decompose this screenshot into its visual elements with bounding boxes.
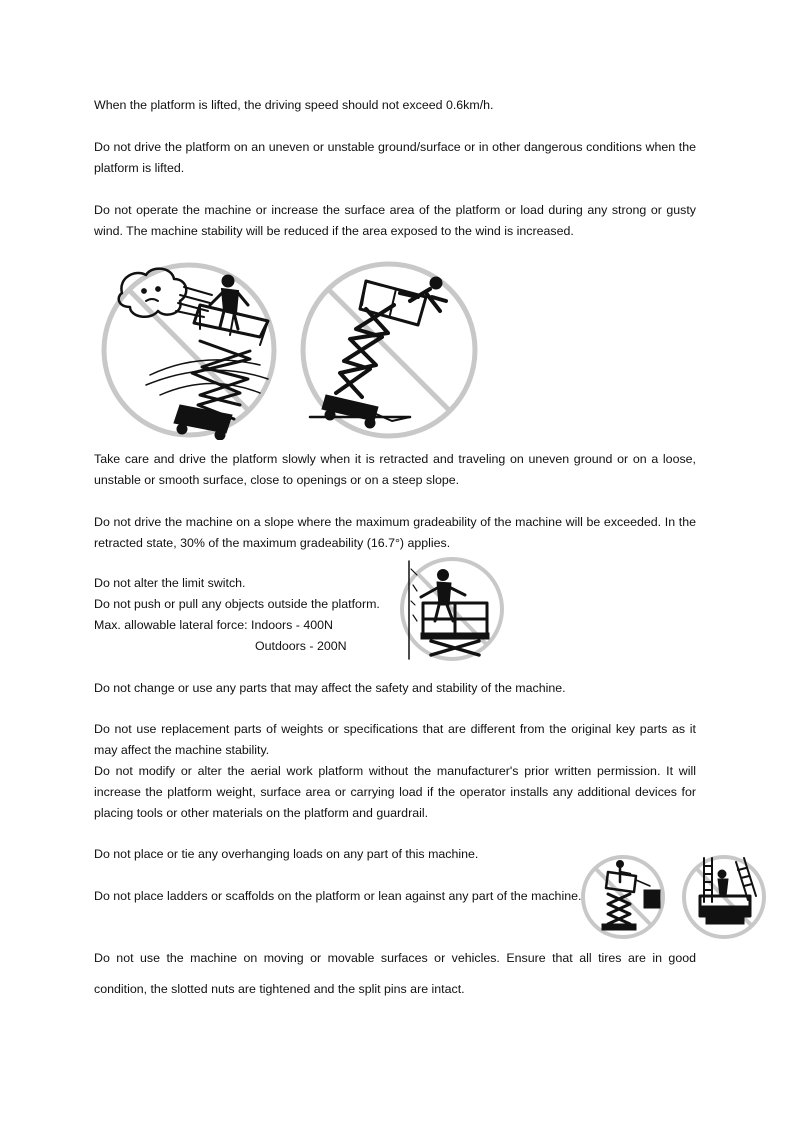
paragraph-driving-speed: When the platform is lifted, the driving speed should not exceed 0.6km/h. (94, 98, 494, 112)
paragraph-overhanging-loads: Do not place or tie any overhanging loads on any part of this machine. (94, 847, 479, 861)
no-elevated-on-slope-icon (300, 257, 482, 442)
paragraph-ladders: Do not place ladders or scaffolds on the platform or lean against any part of the machine. (94, 889, 582, 903)
no-ladders-on-platform-icon (680, 852, 770, 942)
paragraph-replacement-parts: Do not use replacement parts of weights or specifications that are different from the original key parts as it may affect the machine stability. (94, 722, 696, 757)
text-lateral-force-indoors: Max. allowable lateral force: Indoors - 400N (94, 618, 333, 632)
no-operation-in-wind-icon (100, 255, 280, 440)
paragraph-wind: Do not operate the machine or increase the surface area of the platform or load during any strong or gusty wind. The machine stability will be reduced if the area exposed to the wind is increased. (94, 203, 696, 238)
no-overhanging-loads-icon (580, 852, 668, 942)
no-pushing-objects-icon (395, 555, 507, 663)
paragraph-moving-surfaces: Do not use the machine on moving or movable surfaces or vehicles. Ensure that all tires are in good condition, the slotted nuts are tightened and the split pins are intact. (94, 951, 696, 996)
paragraph-modification: Do not modify or alter the aerial work platform without the manufacturer's prior written permission. It will increase the platform weight, surface area or carrying load if the operator installs any additional devices for placing tools or other materials on the platform and guardrail. (94, 764, 696, 820)
text-lateral-force-outdoors: Outdoors - 200N (255, 639, 347, 653)
text-limit-switch: Do not alter the limit switch. (94, 576, 246, 590)
paragraph-safety-parts: Do not change or use any parts that may affect the safety and stability of the machine. (94, 681, 566, 695)
paragraph-uneven-ground: Do not drive the platform on an uneven or unstable ground/surface or in other dangerous conditions when the platform is lifted. (94, 140, 696, 175)
text-push-pull: Do not push or pull any objects outside the platform. (94, 597, 380, 611)
paragraph-retracted-driving: Take care and drive the platform slowly when it is retracted and traveling on uneven ground or on a loose, unstable or smooth surface, close to openings or on a steep slope. (94, 452, 696, 487)
paragraph-gradeability: Do not drive the machine on a slope where the maximum gradeability of the machine will be exceeded. In the retracted state, 30% of the maximum gradeability (16.7°) applies. (94, 515, 696, 550)
